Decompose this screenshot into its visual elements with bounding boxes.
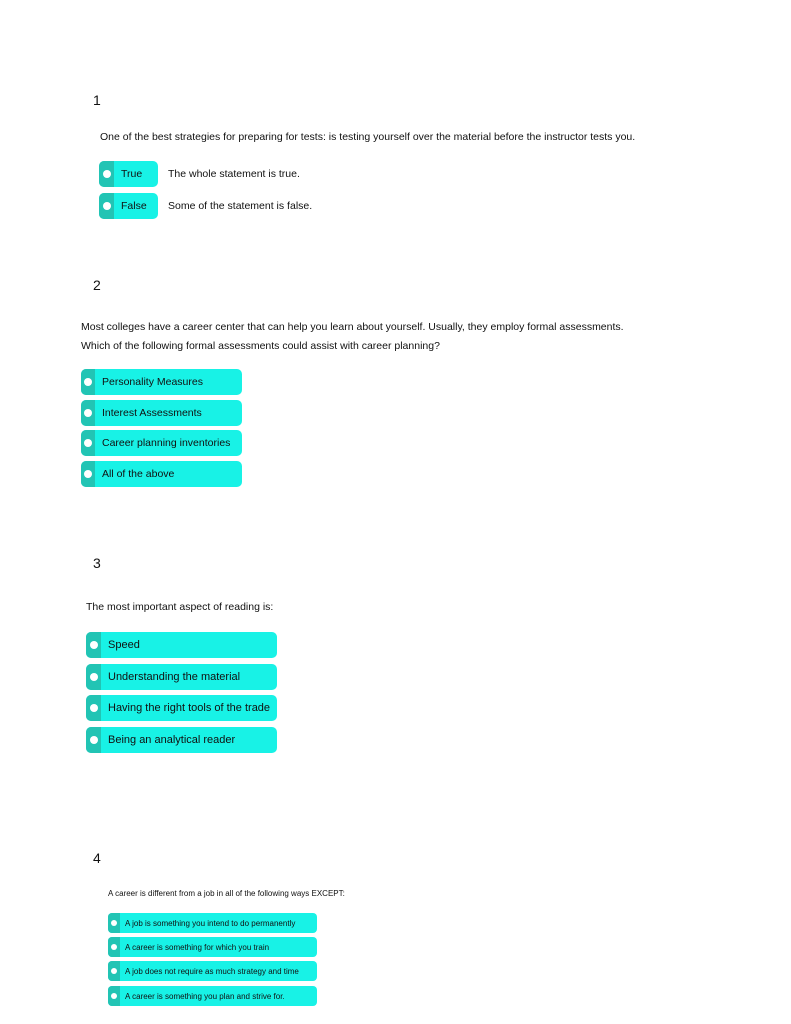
radio-button-icon[interactable] <box>90 736 98 744</box>
option-personality-measures[interactable] <box>81 369 242 395</box>
option-label: Speed <box>108 639 140 651</box>
option-all-of-the-above[interactable] <box>81 461 242 487</box>
option-description: Some of the statement is false. <box>168 200 313 212</box>
radio-button-icon[interactable] <box>84 470 92 478</box>
option-true[interactable] <box>99 161 158 187</box>
question-prompt: The most important aspect of reading is: <box>86 601 274 613</box>
radio-button-icon[interactable] <box>84 439 92 447</box>
radio-tab <box>108 986 120 1006</box>
question-prompt-line-1: Most colleges have a career center that can help you learn about yourself. Usually, they employ formal assessments. <box>81 321 624 333</box>
option-career-train[interactable] <box>108 937 317 957</box>
option-label: A job does not require as much strategy and time <box>125 966 299 976</box>
question-prompt: One of the best strategies for preparing for tests: is testing yourself over the material before the instructor tests you. <box>100 131 636 143</box>
option-job-permanent[interactable] <box>108 913 317 933</box>
question-number: 2 <box>93 277 101 293</box>
option-label: Having the right tools of the trade <box>108 702 271 714</box>
option-false[interactable] <box>99 193 158 219</box>
radio-button-icon[interactable] <box>90 704 98 712</box>
radio-tab <box>108 913 120 933</box>
radio-tab <box>86 695 101 721</box>
option-career-planning-inventories[interactable] <box>81 430 242 456</box>
option-right-tools[interactable] <box>86 695 277 721</box>
radio-button-icon[interactable] <box>111 920 117 926</box>
option-label: A job is something you intend to do permanently <box>125 918 296 928</box>
question-prompt-line-2: Which of the following formal assessments could assist with career planning? <box>81 340 440 352</box>
question-number: 3 <box>93 555 101 571</box>
radio-button-icon[interactable] <box>111 993 117 999</box>
option-job-strategy-time[interactable] <box>108 961 317 981</box>
radio-tab <box>81 430 95 456</box>
option-label: Being an analytical reader <box>108 734 236 746</box>
radio-button-icon[interactable] <box>111 944 117 950</box>
question-prompt: A career is different from a job in all of the following ways EXCEPT: <box>108 889 345 898</box>
radio-tab <box>86 632 101 658</box>
option-label: True <box>121 168 143 180</box>
option-interest-assessments[interactable] <box>81 400 242 426</box>
radio-button-icon[interactable] <box>103 202 111 210</box>
radio-button-icon[interactable] <box>84 378 92 386</box>
option-label: False <box>121 200 147 212</box>
option-label: Personality Measures <box>102 376 203 388</box>
radio-tab <box>81 461 95 487</box>
option-analytical-reader[interactable] <box>86 727 277 753</box>
option-label: Career planning inventories <box>102 437 231 449</box>
option-label: Understanding the material <box>108 671 241 683</box>
radio-tab <box>86 727 101 753</box>
option-understanding-the-material[interactable] <box>86 664 277 690</box>
radio-tab <box>81 369 95 395</box>
question-number: 4 <box>93 850 101 866</box>
radio-button-icon[interactable] <box>84 409 92 417</box>
option-career-plan-strive[interactable] <box>108 986 317 1006</box>
radio-tab <box>108 961 120 981</box>
radio-tab <box>86 664 101 690</box>
question-number: 1 <box>93 92 101 108</box>
option-label: A career is something for which you train <box>125 942 270 952</box>
radio-button-icon[interactable] <box>90 673 98 681</box>
option-label: A career is something you plan and strive for. <box>125 991 285 1001</box>
radio-button-icon[interactable] <box>111 968 117 974</box>
radio-tab <box>108 937 120 957</box>
option-label: All of the above <box>102 468 175 480</box>
radio-button-icon[interactable] <box>103 170 111 178</box>
option-speed[interactable] <box>86 632 277 658</box>
option-description: The whole statement is true. <box>168 168 300 180</box>
option-label: Interest Assessments <box>102 407 202 419</box>
radio-tab <box>99 193 114 219</box>
radio-tab <box>81 400 95 426</box>
radio-tab <box>99 161 114 187</box>
radio-button-icon[interactable] <box>90 641 98 649</box>
